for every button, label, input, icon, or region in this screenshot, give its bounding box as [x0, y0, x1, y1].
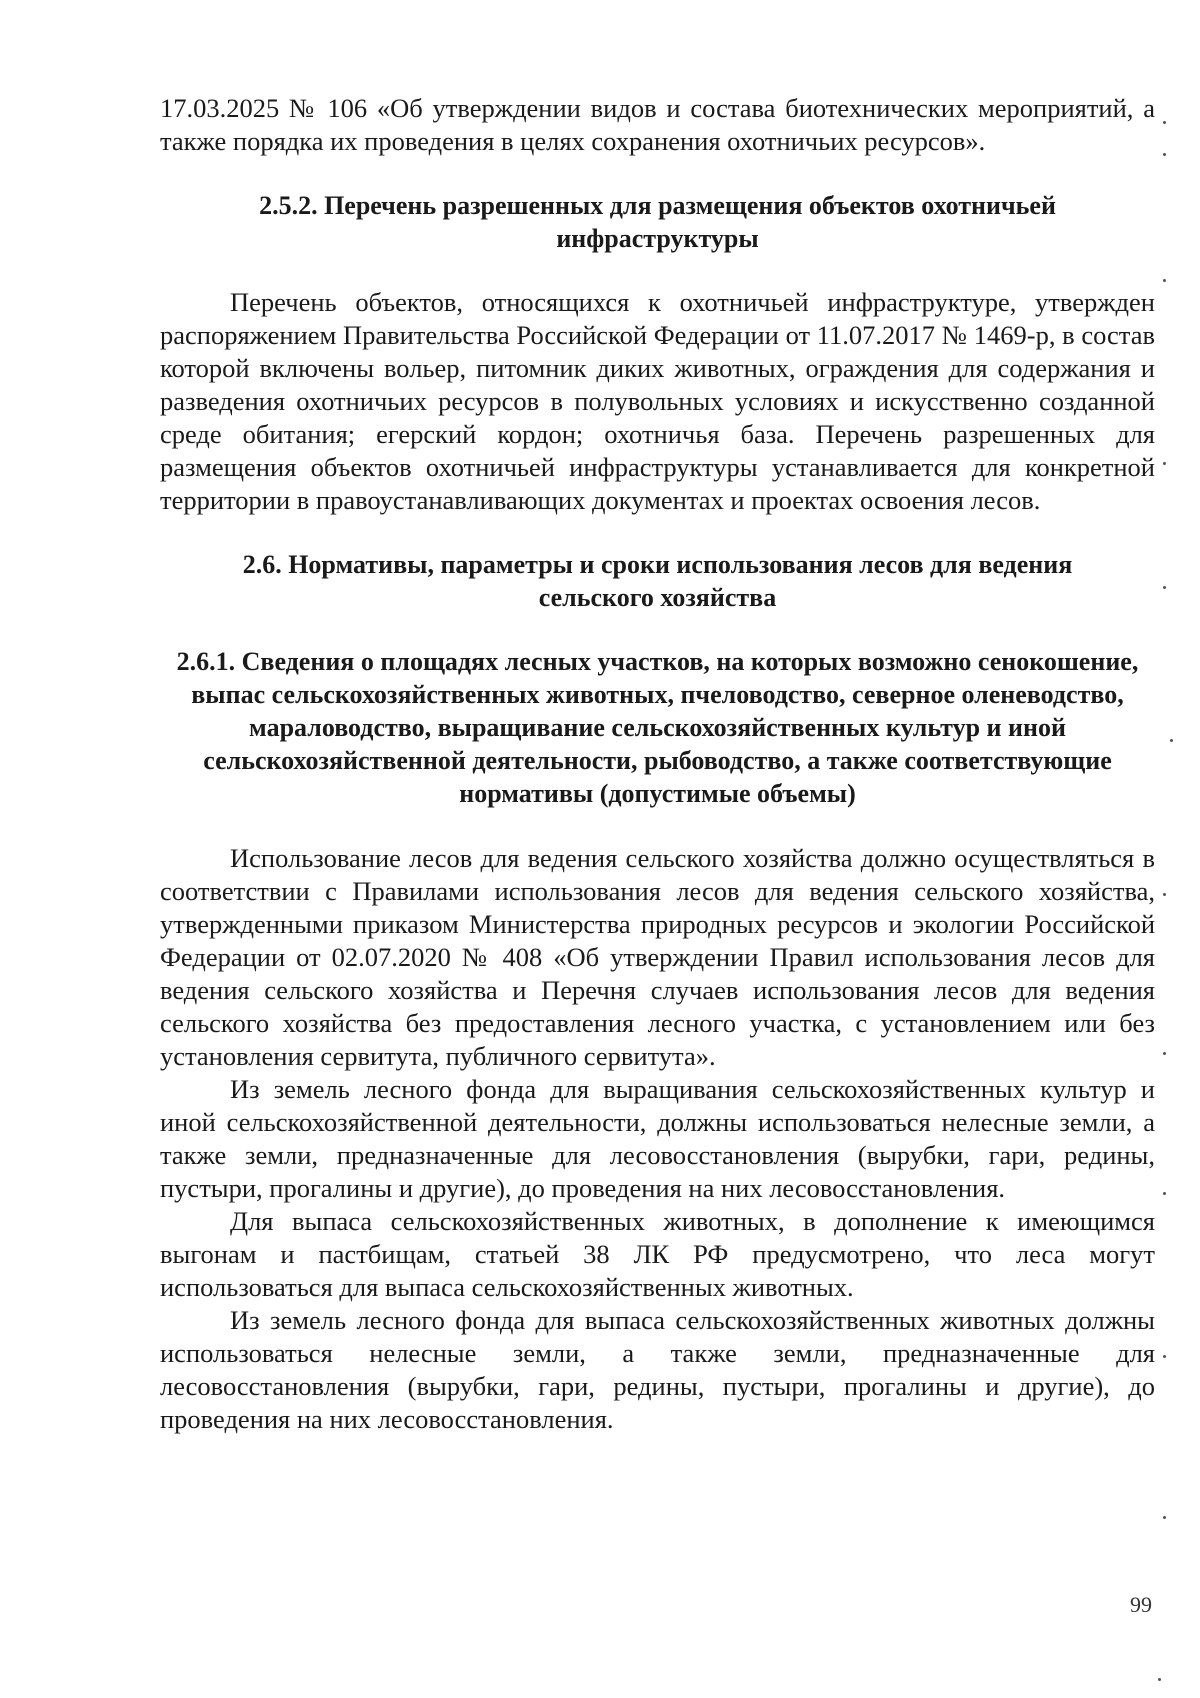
- scan-speck: [1158, 1678, 1161, 1681]
- scan-speck: [1163, 1355, 1166, 1358]
- paragraph-crops: Из земель лесного фонда для выращивания сельскохозяйственных культур и иной сельскохозяйственной деятельности, должны использоваться нелесные земли, а также земли, предназначенные для лесовосстановления (вырубки, гари, редины, пустыри, прогалины и другие), до проведения на них лесовосстановления.: [160, 1074, 1155, 1203]
- heading-2-6-1: 2.6.1. Сведения о площадях лесных участков, на которых возможно сенокошение, выпас сельскохозяйственных животных, пчеловодство, северное оленеводство, мараловодство, выращивание сельскохозяйственных культур и иной сельскохозяйственной деятельности, рыбоводство, а также соответствующие нормативы (допустимые объемы): [176, 647, 1139, 808]
- heading-2-6: 2.6. Нормативы, параметры и сроки использования лесов для ведения сельского хозяйства: [242, 550, 1073, 612]
- scan-speck: [1163, 893, 1166, 896]
- scan-speck: [1170, 739, 1173, 742]
- paragraph-infrastructure: Перечень объектов, относящихся к охотничьей инфраструктуре, утвержден распоряжением Правительства Российской Федерации от 11.07.2017 № 1469-р, в состав которой включены вольер, питомник диких животных, ограждения для содержания и разведения охотничьих ресурсов в полувольных условиях и искусственно созданной среде обитания; егерский кордон; охотничья база. Перечень разрешенных для размещения объектов охотничьей инфраструктуры устанавливается для конкретной территории в правоустанавливающих документах и проектах освоения лесов.: [160, 287, 1155, 515]
- scan-speck: [1163, 462, 1166, 465]
- scan-speck: [1163, 1052, 1166, 1055]
- paragraph-grazing-lands: Из земель лесного фонда для выпаса сельскохозяйственных животных должны использоваться нелесные земли, а также земли, предназначенные для лесовосстановления (вырубки, гари, редины, пустыри, прогалины и другие), до проведения на них лесовосстановления.: [160, 1305, 1155, 1434]
- paragraph-grazing: Для выпаса сельскохозяйственных животных, в дополнение к имеющимся выгонам и пастбищам, статьей 38 ЛК РФ предусмотрено, что леса могут использоваться для выпаса сельскохозяйственных животных.: [160, 1206, 1155, 1302]
- scan-speck: [1163, 153, 1166, 156]
- scan-speck: [1163, 279, 1166, 282]
- scan-speck: [1163, 586, 1166, 589]
- heading-2-5-2: 2.5.2. Перечень разрешенных для размещения объектов охотничьей инфраструктуры: [259, 191, 1056, 253]
- scan-speck: [1163, 121, 1166, 124]
- paragraph-usage: Использование лесов для ведения сельского хозяйства должно осуществляться в соответствии с Правилами использования лесов для ведения сельского хозяйства, утвержденными приказом Министерства природных ресурсов и экологии Российской Федерации от 02.07.2020 № 408 «Об утверждении Правил использования лесов для ведения сельского хозяйства и Перечня случаев использования лесов для ведения сельского хозяйства без предоставления лесного участка, с установлением или без установления сервитута, публичного сервитута».: [160, 843, 1155, 1071]
- page-content: [160, 92, 1155, 1436]
- scan-speck: [1163, 1192, 1166, 1195]
- scan-speck: [1163, 1516, 1166, 1519]
- intro-paragraph: 17.03.2025 № 106 «Об утверждении видов и состава биотехнических мероприятий, а также порядка их проведения в целях сохранения охотничьих ресурсов».: [160, 93, 1155, 156]
- page-number: 99: [1130, 1592, 1152, 1617]
